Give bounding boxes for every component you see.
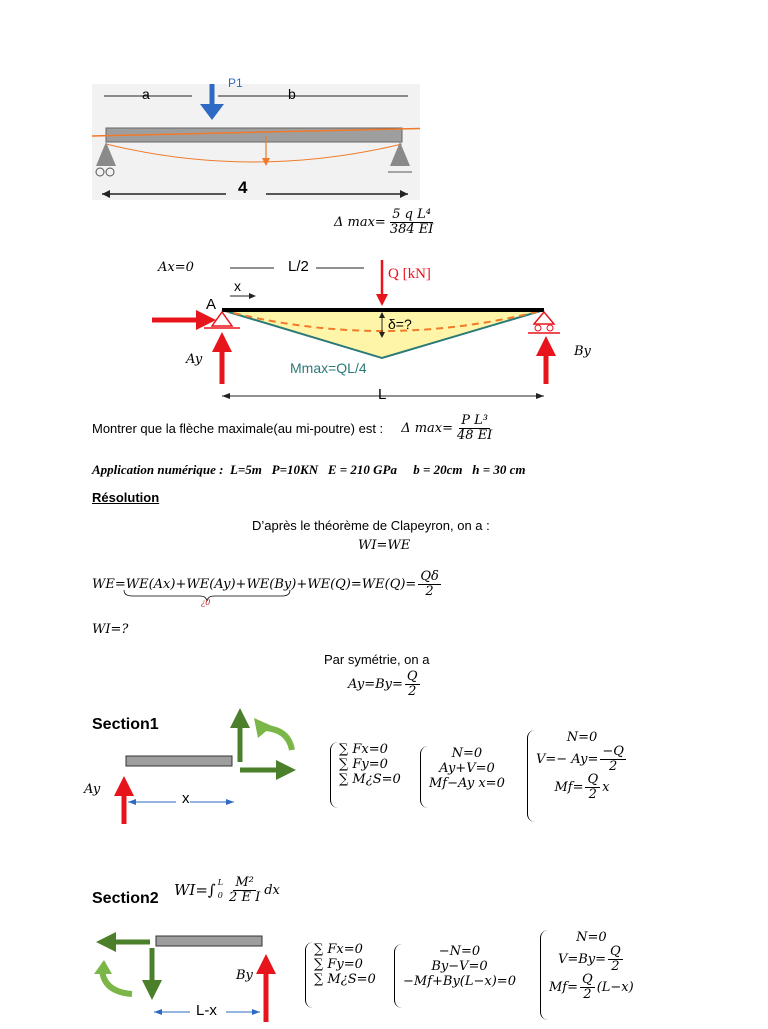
diagram-delta: δ=? [388, 316, 412, 332]
s2-wi-rhs: dx [264, 882, 280, 898]
application-line: Application numérique : L=5m P=10KN E = 210 GPa b = 20cm h = 30 cm [92, 462, 526, 477]
section1-sys3 [527, 730, 628, 822]
section2-sys1 [305, 942, 376, 1008]
s2-wi-lhs: WI=∫ [174, 881, 216, 900]
symmetry-eq [348, 670, 422, 698]
s1-sys3-m-den: 2 [588, 786, 597, 802]
fig1-label-a: a [142, 86, 150, 102]
wi-line: WI=? [92, 622, 129, 637]
statement-lhs: Δ max= [401, 420, 454, 436]
delta-q-num: 5 q L⁴ [392, 207, 431, 222]
diagram-mmax: Mmax=QL/4 [290, 360, 367, 376]
s2-sys1-0: ∑ Fx=0 [314, 942, 363, 957]
diagram-ax: Ax=0 [158, 260, 194, 275]
resolution-heading: Résolution [92, 490, 160, 505]
s1-sys2-0: N=0 [451, 746, 483, 761]
fig1-label-length: 4 [238, 178, 248, 197]
delta-q-den: 384 EI [389, 221, 434, 237]
section1-title: Section1 [92, 716, 159, 733]
s2-sys2-0: −N=0 [438, 944, 481, 959]
statement-line [92, 414, 496, 442]
section2-title: Section2 [92, 890, 159, 907]
we-den: 2 [425, 583, 434, 599]
diagram-x: x [234, 278, 241, 294]
symmetry-lhs: Ay=By= [348, 676, 403, 692]
section2-integral [174, 876, 280, 904]
s2-sys3-v-num: Q [610, 944, 621, 959]
statement-text: Montrer que la flèche maximale(au mi-poutre) est : [92, 420, 384, 436]
s1-sys3-m-lhs: Mf= [554, 779, 584, 795]
s1-sys2-1: Ay+V=0 [439, 761, 495, 776]
s2-sys3-m-rhs: (L−x) [596, 979, 634, 995]
s2-wi-low: 0 [217, 891, 223, 901]
s1-sys3-m-num: Q [587, 772, 599, 788]
we-num: Qδ [420, 569, 439, 584]
figure-beam-photo [92, 76, 420, 200]
s2-sys3-v-den: 2 [611, 958, 620, 974]
figure-beam-diagram [150, 252, 600, 412]
statement-den: 48 EI [457, 427, 493, 443]
section1-ay: Ay [84, 782, 101, 797]
section2-lx: L-x [196, 1002, 217, 1019]
s1-sys1-2: ∑ M¿S=0 [339, 772, 401, 787]
s1-sys3-n: N=0 [566, 730, 598, 745]
s2-sys2-2: −Mf+By(L−x)=0 [403, 974, 516, 989]
diagram-half: L/2 [288, 258, 309, 275]
s1-sys3-v-den: 2 [609, 758, 618, 774]
s2-sys2-1: By−V=0 [431, 959, 488, 974]
s2-wi-den: 2 E I [229, 889, 261, 905]
s2-sys3-m-lhs: Mf= [549, 979, 579, 995]
s2-sys3-m-num: Q [582, 972, 593, 988]
s1-sys1-1: ∑ Fy=0 [339, 757, 388, 772]
diagram-load: Q [kN] [388, 266, 431, 282]
section2-figure [90, 926, 290, 1024]
section1-sys1 [330, 742, 401, 808]
section1-x: x [182, 790, 190, 807]
s2-sys1-2: ∑ M¿S=0 [314, 972, 376, 987]
section1-figure [84, 704, 314, 828]
fig1-label-p: P1 [228, 76, 243, 90]
s2-wi-up: L [217, 878, 224, 888]
diagram-by: By [574, 344, 591, 359]
s2-sys3-m-den: 2 [583, 986, 592, 1002]
fig1-label-b: b [288, 86, 296, 102]
we-under-label: ¿0 [201, 598, 211, 607]
s1-sys3-v-num: −Q [602, 744, 624, 759]
s2-sys3-n: N=0 [576, 930, 607, 945]
statement-num: P L³ [461, 413, 489, 428]
clapeyron-eq: WI=WE [358, 538, 411, 553]
s2-wi-num: M² [235, 875, 254, 890]
s2-sys1-1: ∑ Fy=0 [314, 957, 363, 972]
section1-svg [84, 704, 314, 828]
section1-sys2 [420, 746, 505, 808]
beam-diagram-svg [150, 252, 600, 412]
delta-q-lhs: Δ max= [334, 214, 386, 230]
diagram-ay: Ay [186, 352, 203, 367]
section2-svg [90, 926, 290, 1024]
delta-max-q-formula [334, 208, 437, 236]
symmetry-den: 2 [408, 683, 417, 699]
s1-sys3-v-lhs: V=− Ay= [536, 751, 599, 767]
s1-sys2-2: Mf−Ay x=0 [429, 776, 505, 791]
symmetry-text: Par symétrie, on a [324, 652, 430, 667]
section2-sys3 [540, 930, 634, 1020]
clapeyron-text: D’après le théorème de Clapeyron, on a : [252, 518, 490, 533]
s1-sys1-0: ∑ Fx=0 [339, 742, 388, 757]
s1-sys3-m-rhs: x [602, 779, 610, 795]
section2-by: By [236, 968, 253, 983]
diagram-span: L [378, 386, 387, 403]
symmetry-num: Q [406, 669, 418, 684]
s2-sys3-v-lhs: V=By= [557, 951, 607, 967]
section2-sys2 [394, 944, 516, 1008]
diagram-a: A [206, 296, 217, 313]
we-lhs: WE=WE(Ax)+WE(Ay)+WE(By)+WE(Q)=WE(Q)= [92, 576, 417, 592]
